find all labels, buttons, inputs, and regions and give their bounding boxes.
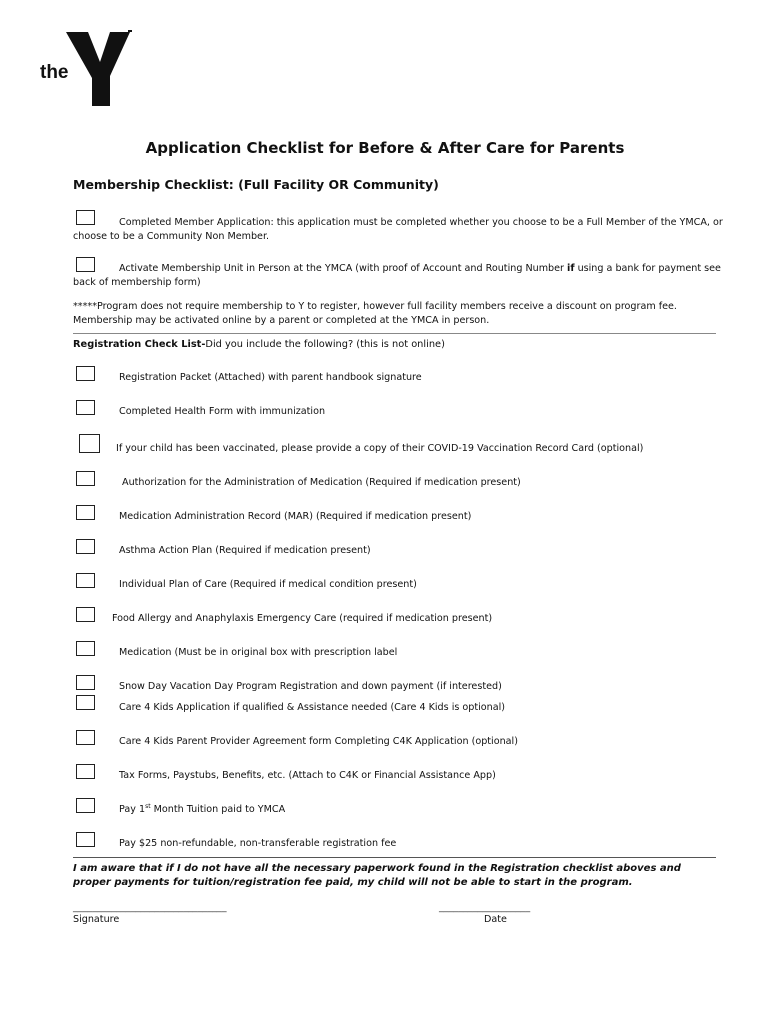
registration-heading-bold: Registration Check List- xyxy=(73,339,206,350)
logo-text: the xyxy=(40,62,69,83)
checkbox-registration-packet[interactable] xyxy=(76,366,95,381)
checkbox-registration-fee[interactable] xyxy=(76,832,95,847)
date-line[interactable]: ___________________ xyxy=(439,902,531,913)
item-care4kids-agreement: Care 4 Kids Parent Provider Agreement form Completing C4K Application (optional) xyxy=(119,736,518,747)
item-tax-forms: Tax Forms, Paystubs, Benefits, etc. (Attach to C4K or Financial Assistance App) xyxy=(119,770,496,781)
item-food-allergy: Food Allergy and Anaphylaxis Emergency Care (required if medication present) xyxy=(112,613,493,624)
membership-item-activate xyxy=(73,262,723,289)
checkbox-care4kids-application[interactable] xyxy=(76,695,95,710)
item-health-form: Completed Health Form with immunization xyxy=(119,406,326,417)
membership-item-application-text: Completed Member Application: this application must be completed whether you choose to be a Full Member of the YMCA, or choose to be a Community Non Member. xyxy=(73,217,723,242)
tuition-text-rest: Month Tuition paid to YMCA xyxy=(150,804,286,815)
divider-bottom xyxy=(73,857,716,858)
checkbox-covid-card[interactable] xyxy=(79,434,100,453)
signature-line[interactable]: ________________________________ xyxy=(73,902,227,913)
tuition-text-pre: Pay 1 xyxy=(119,804,146,815)
checkbox-health-form[interactable] xyxy=(76,400,95,415)
page-title: Application Checklist for Before & After Care for Parents xyxy=(145,139,625,157)
item-asthma-plan: Asthma Action Plan (Required if medication present) xyxy=(119,545,371,556)
membership-note: *****Program does not require membership to Y to register, however full facility members receive a discount on program fee. Membership may be activated online by a parent or completed at the YMCA in person. xyxy=(73,301,677,326)
checkbox-tax-forms[interactable] xyxy=(76,764,95,779)
registration-heading-rest: Did you include the following? (this is not online) xyxy=(205,339,445,350)
checkbox-individual-plan[interactable] xyxy=(76,573,95,588)
divider xyxy=(73,333,716,334)
item-registration-packet: Registration Packet (Attached) with parent handbook signature xyxy=(119,372,422,383)
ymca-logo xyxy=(38,28,148,108)
acknowledgement-text: I am aware that if I do not have all the necessary paperwork found in the Registration checklist aboves and proper payments for tuition/registration fee paid, my child will not be able to start in the program. xyxy=(73,863,681,888)
signature-label: Signature xyxy=(73,914,120,925)
activate-text-pre: Activate Membership Unit in Person at the YMCA (with proof of Account and Routing Number xyxy=(119,263,568,274)
checkbox-medication[interactable] xyxy=(76,641,95,656)
item-medication: Medication (Must be in original box with prescription label xyxy=(119,647,398,658)
activate-text-post: using a bank for payment see back of membership form) xyxy=(73,263,721,288)
activate-text-bold: if xyxy=(567,263,575,274)
date-label: Date xyxy=(484,914,507,925)
item-medication-authorization: Authorization for the Administration of Medication (Required if medication present) xyxy=(122,477,521,488)
checkbox-snow-day[interactable] xyxy=(76,675,95,690)
checkbox-food-allergy[interactable] xyxy=(76,607,95,622)
membership-item-application xyxy=(73,216,723,243)
item-care4kids-application: Care 4 Kids Application if qualified & Assistance needed (Care 4 Kids is optional) xyxy=(119,702,506,713)
y-logo-icon xyxy=(62,28,134,106)
checkbox-mar[interactable] xyxy=(76,505,95,520)
item-tuition xyxy=(119,804,285,815)
checkbox-care4kids-agreement[interactable] xyxy=(76,730,95,745)
item-registration-fee: Pay $25 non-refundable, non-transferable registration fee xyxy=(119,838,397,849)
item-individual-plan: Individual Plan of Care (Required if medical condition present) xyxy=(119,579,417,590)
item-covid-card: If your child has been vaccinated, please provide a copy of their COVID-19 Vaccination Record Card (optional) xyxy=(116,443,644,454)
checkbox-asthma-plan[interactable] xyxy=(76,539,95,554)
item-snow-day: Snow Day Vacation Day Program Registration and down payment (if interested) xyxy=(119,681,502,692)
membership-heading: Membership Checklist: (Full Facility OR Community) xyxy=(73,177,439,192)
registration-heading xyxy=(73,339,445,350)
tuition-sup: st xyxy=(145,802,151,810)
checkbox-tuition[interactable] xyxy=(76,798,95,813)
item-mar: Medication Administration Record (MAR) (Required if medication present) xyxy=(119,511,472,522)
checkbox-medication-authorization[interactable] xyxy=(76,471,95,486)
